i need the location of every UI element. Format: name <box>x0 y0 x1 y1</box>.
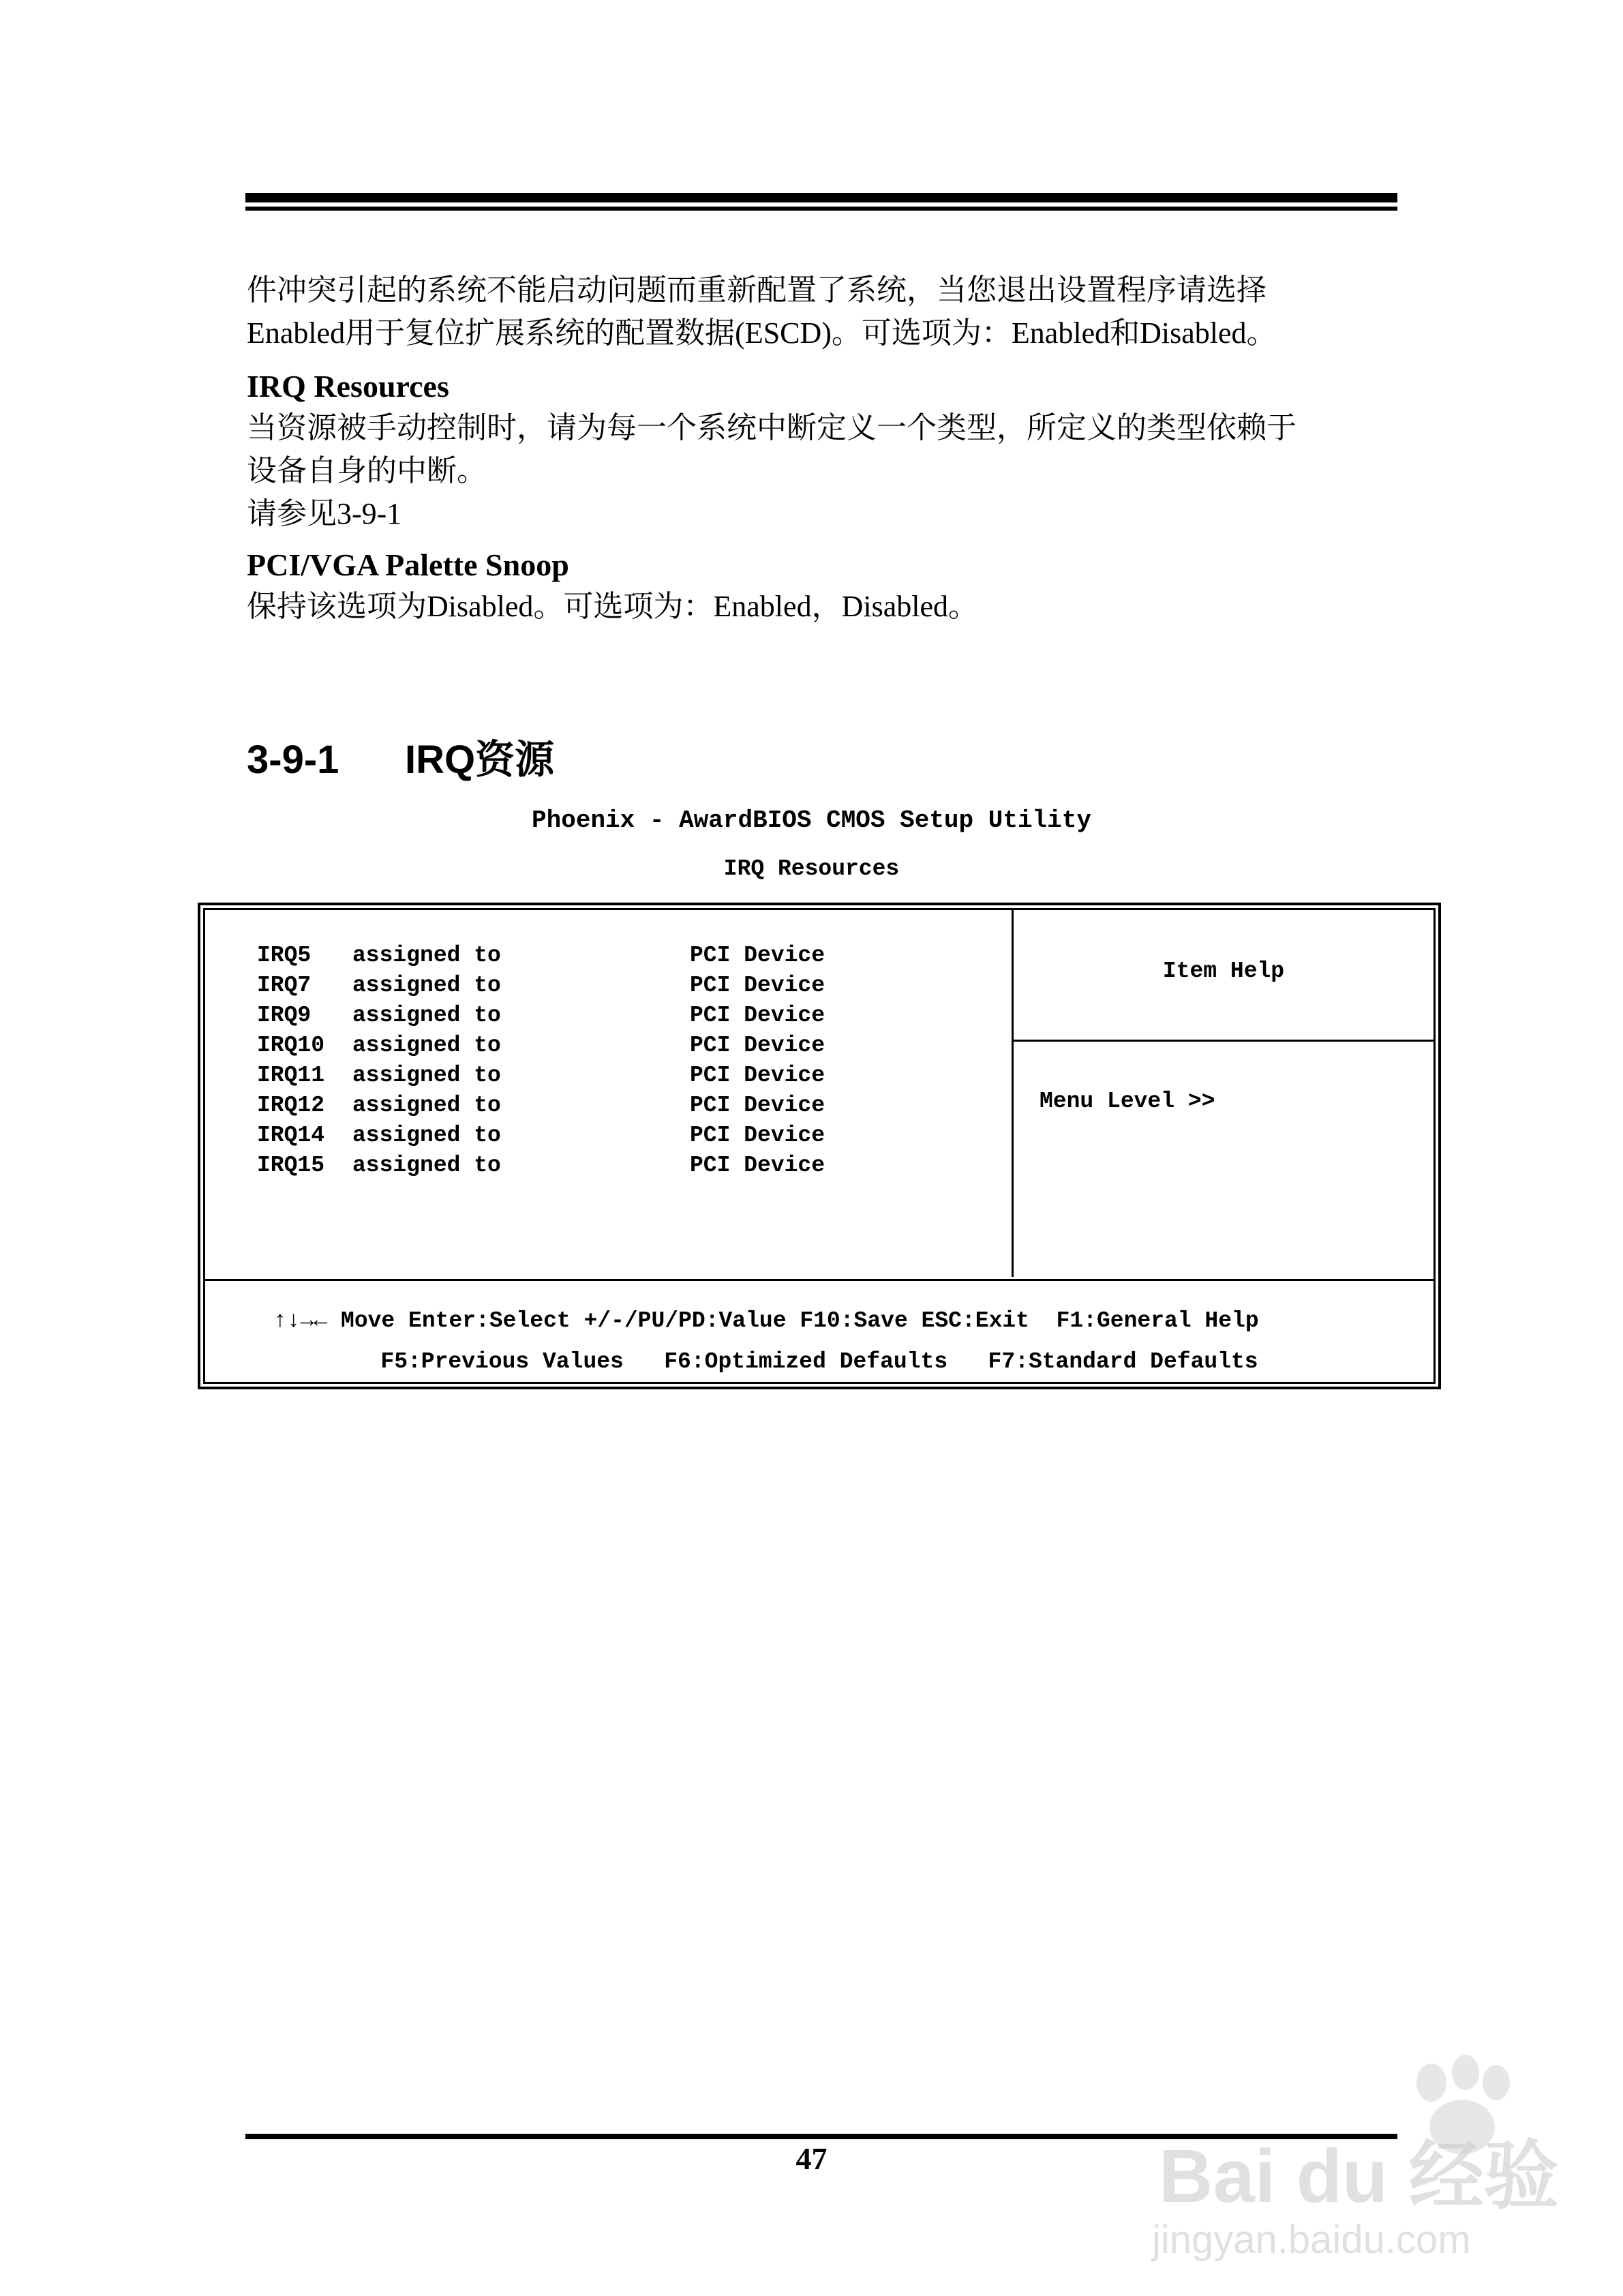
irq-resources-line-1: 当资源被手动控制时，请为每一个系统中断定义一个类型，所定义的类型依赖于 <box>247 411 1296 444</box>
irq-row-5[interactable] <box>257 941 825 971</box>
irq-value[interactable]: PCI Device <box>690 1153 825 1178</box>
intro-line-1: 件冲突引起的系统不能启动问题而重新配置了系统，当您退出设置程序请选择 <box>247 273 1266 307</box>
irq-value[interactable]: PCI Device <box>690 1093 825 1118</box>
irq-row-10[interactable] <box>257 1031 825 1061</box>
palette-snoop-paragraph <box>247 585 1406 628</box>
irq-value[interactable]: PCI Device <box>690 973 825 998</box>
irq-label: IRQ10 <box>257 1033 325 1058</box>
irq-row-12[interactable] <box>257 1091 825 1121</box>
irq-label: IRQ9 <box>257 1003 312 1028</box>
irq-resources-paragraph <box>247 406 1406 535</box>
irq-row-7[interactable] <box>257 971 825 1001</box>
irq-value[interactable]: PCI Device <box>690 1033 825 1058</box>
bios-key-legend <box>205 1279 1434 1382</box>
key-legend-line-2: F5:Previous Values F6:Optimized Defaults F7:Standard Defaults <box>380 1349 1258 1374</box>
assigned-label: assigned to <box>352 1123 501 1148</box>
irq-value[interactable]: PCI Device <box>690 943 825 968</box>
irq-resources-line-2: 设备自身的中断。 <box>247 454 487 487</box>
section-title: IRQ资源 <box>405 738 555 782</box>
item-help-heading: Item Help <box>1014 910 1434 1042</box>
irq-resources-heading: IRQ Resources <box>247 369 449 404</box>
assigned-label: assigned to <box>352 1093 501 1118</box>
assigned-label: assigned to <box>352 973 501 998</box>
bios-utility-title: Phoenix - AwardBIOS CMOS Setup Utility <box>532 806 1091 834</box>
irq-label: IRQ5 <box>257 943 312 968</box>
irq-label: IRQ7 <box>257 973 312 998</box>
irq-row-9[interactable] <box>257 1001 825 1031</box>
header-rule-thick <box>245 193 1397 202</box>
assigned-label: assigned to <box>352 1063 501 1088</box>
intro-line-2: Enabled用于复位扩展系统的配置数据(ESCD)。可选项为：Enabled和Disabled。 <box>247 316 1277 350</box>
bios-settings-pane <box>205 910 1014 1277</box>
key-legend-line-1: ↑↓→← Move Enter:Select +/-/PU/PD:Value F10:Save ESC:Exit F1:General Help <box>273 1308 1259 1333</box>
assigned-label: assigned to <box>352 1153 501 1178</box>
intro-paragraph <box>247 269 1406 354</box>
irq-resources-line-3: 请参见3-9-1 <box>247 497 402 530</box>
irq-row-15[interactable] <box>257 1151 825 1181</box>
section-number: 3-9-1 <box>247 738 339 782</box>
irq-value[interactable]: PCI Device <box>690 1003 825 1028</box>
irq-row-14[interactable] <box>257 1121 825 1151</box>
watermark-brand: Bai du 经验 <box>1159 2134 1559 2218</box>
bios-help-pane <box>1014 910 1434 1277</box>
bios-screen <box>198 903 1441 1389</box>
menu-level-text: Menu Level >> <box>1040 1089 1215 1114</box>
irq-label: IRQ12 <box>257 1093 325 1118</box>
palette-snoop-line-1: 保持该选项为Disabled。可选项为：Enabled，Disabled。 <box>247 590 978 623</box>
bios-page-title: IRQ Resources <box>723 856 900 881</box>
irq-value[interactable]: PCI Device <box>690 1063 825 1088</box>
palette-snoop-heading: PCI/VGA Palette Snoop <box>247 547 569 582</box>
baidu-watermark <box>1145 2045 1568 2263</box>
assigned-label: assigned to <box>352 1003 501 1028</box>
page-number: 47 <box>795 2141 828 2176</box>
irq-label: IRQ14 <box>257 1123 325 1148</box>
section-heading <box>247 736 554 784</box>
assigned-label: assigned to <box>352 943 501 968</box>
header-rule-thin <box>245 207 1397 211</box>
assigned-label: assigned to <box>352 1033 501 1058</box>
irq-label: IRQ15 <box>257 1153 325 1178</box>
watermark-url: jingyan.baidu.com <box>1152 2218 1471 2262</box>
irq-value[interactable]: PCI Device <box>690 1123 825 1148</box>
irq-row-11[interactable] <box>257 1061 825 1091</box>
irq-label: IRQ11 <box>257 1063 325 1088</box>
bios-inner-frame <box>203 908 1436 1384</box>
